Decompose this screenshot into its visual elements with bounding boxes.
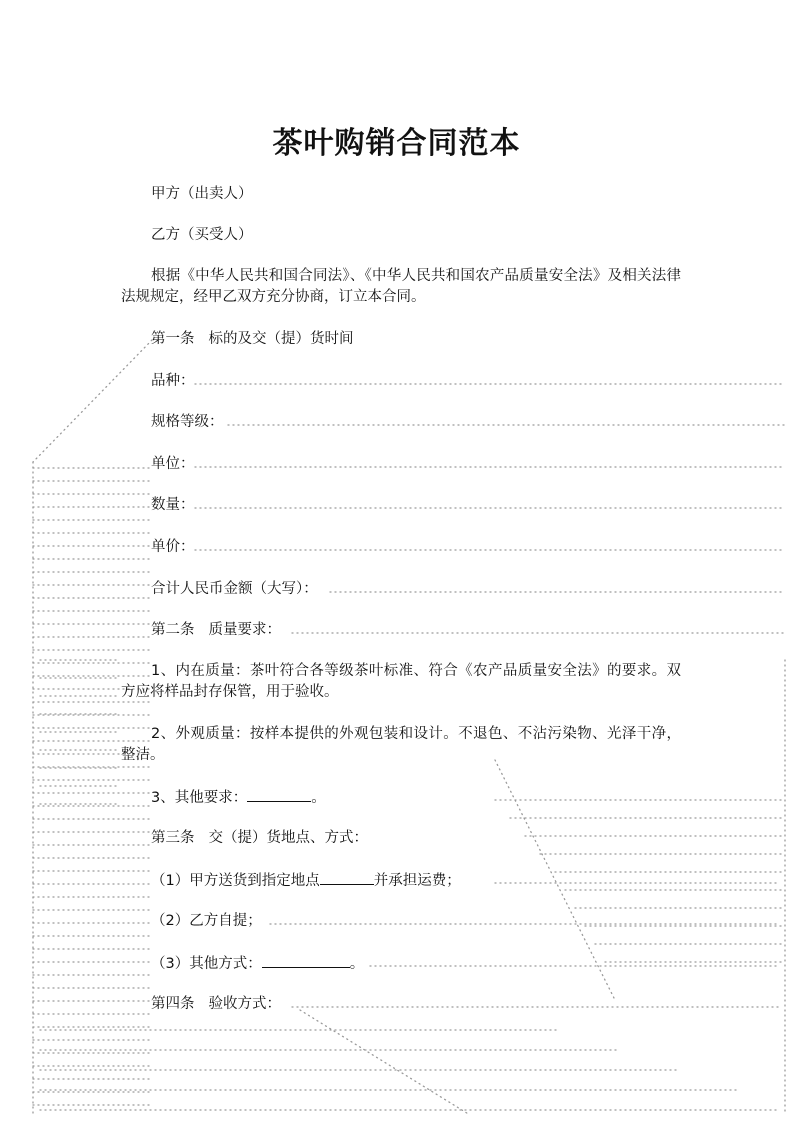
article-4-heading: [151, 994, 281, 1015]
article-4-title: 验收方式：: [208, 996, 281, 1012]
quality-other-blank[interactable]: [247, 787, 311, 802]
delivery-option-1: [151, 870, 461, 892]
quality-internal-paragraph: 1、内在质量：茶叶符合各等级茶叶标准、符合《农产品质量安全法》的要求。双方应将样品封存保管，用于验收。: [121, 663, 681, 700]
article-3-number: 第三条: [151, 830, 195, 846]
delivery-option-3-period: 。: [349, 956, 365, 972]
article-2-heading: [151, 620, 281, 641]
delivery-option-3-text: （3）其他方式：: [151, 956, 262, 972]
document-title: 茶叶购销合同范本: [272, 126, 521, 161]
delivery-location-blank[interactable]: [320, 870, 374, 885]
article-2-number: 第二条: [151, 622, 195, 638]
field-variety: 品种：: [151, 373, 195, 389]
field-grade: 规格等级：: [151, 414, 224, 430]
delivery-option-1-suffix: 并承担运费；: [373, 873, 461, 889]
party-b-label: 乙方（买受人）: [151, 227, 253, 243]
delivery-option-1-text: （1）甲方送货到指定地点: [151, 873, 320, 889]
article-3-title: 交（提）货地点、方式：: [208, 830, 368, 846]
field-unit: 单位：: [151, 456, 195, 472]
field-unit-price: 单价：: [151, 539, 195, 555]
preamble-paragraph: 根据《中华人民共和国合同法》、《中华人民共和国农产品质量安全法》及相关法律法规规定，经甲乙双方充分协商，订立本合同。: [121, 268, 681, 305]
party-a-label: 甲方（出卖人）: [151, 186, 253, 202]
article-2-title: 质量要求：: [208, 622, 281, 638]
quality-other-label: 3、其他要求：: [151, 790, 248, 806]
quality-other-period: 。: [311, 790, 326, 806]
article-1-heading: [151, 329, 354, 350]
quality-appearance-paragraph: 2、外观质量：按样本提供的外观包装和设计。不退色、不沾污染物、光泽干净，整洁。: [121, 726, 681, 763]
article-4-number: 第四条: [151, 996, 195, 1012]
field-total-amount: 合计人民币金额（大写）：: [151, 581, 318, 597]
article-1-number: 第一条: [151, 331, 195, 347]
article-3-heading: [151, 828, 368, 849]
delivery-other-blank[interactable]: [262, 953, 350, 968]
quality-other-line: [151, 787, 326, 809]
field-quantity: 数量：: [151, 497, 195, 513]
article-1-title: 标的及交（提）货时间: [208, 331, 354, 347]
delivery-option-3: [151, 953, 364, 975]
delivery-option-2: （2）乙方自提；: [151, 913, 262, 929]
